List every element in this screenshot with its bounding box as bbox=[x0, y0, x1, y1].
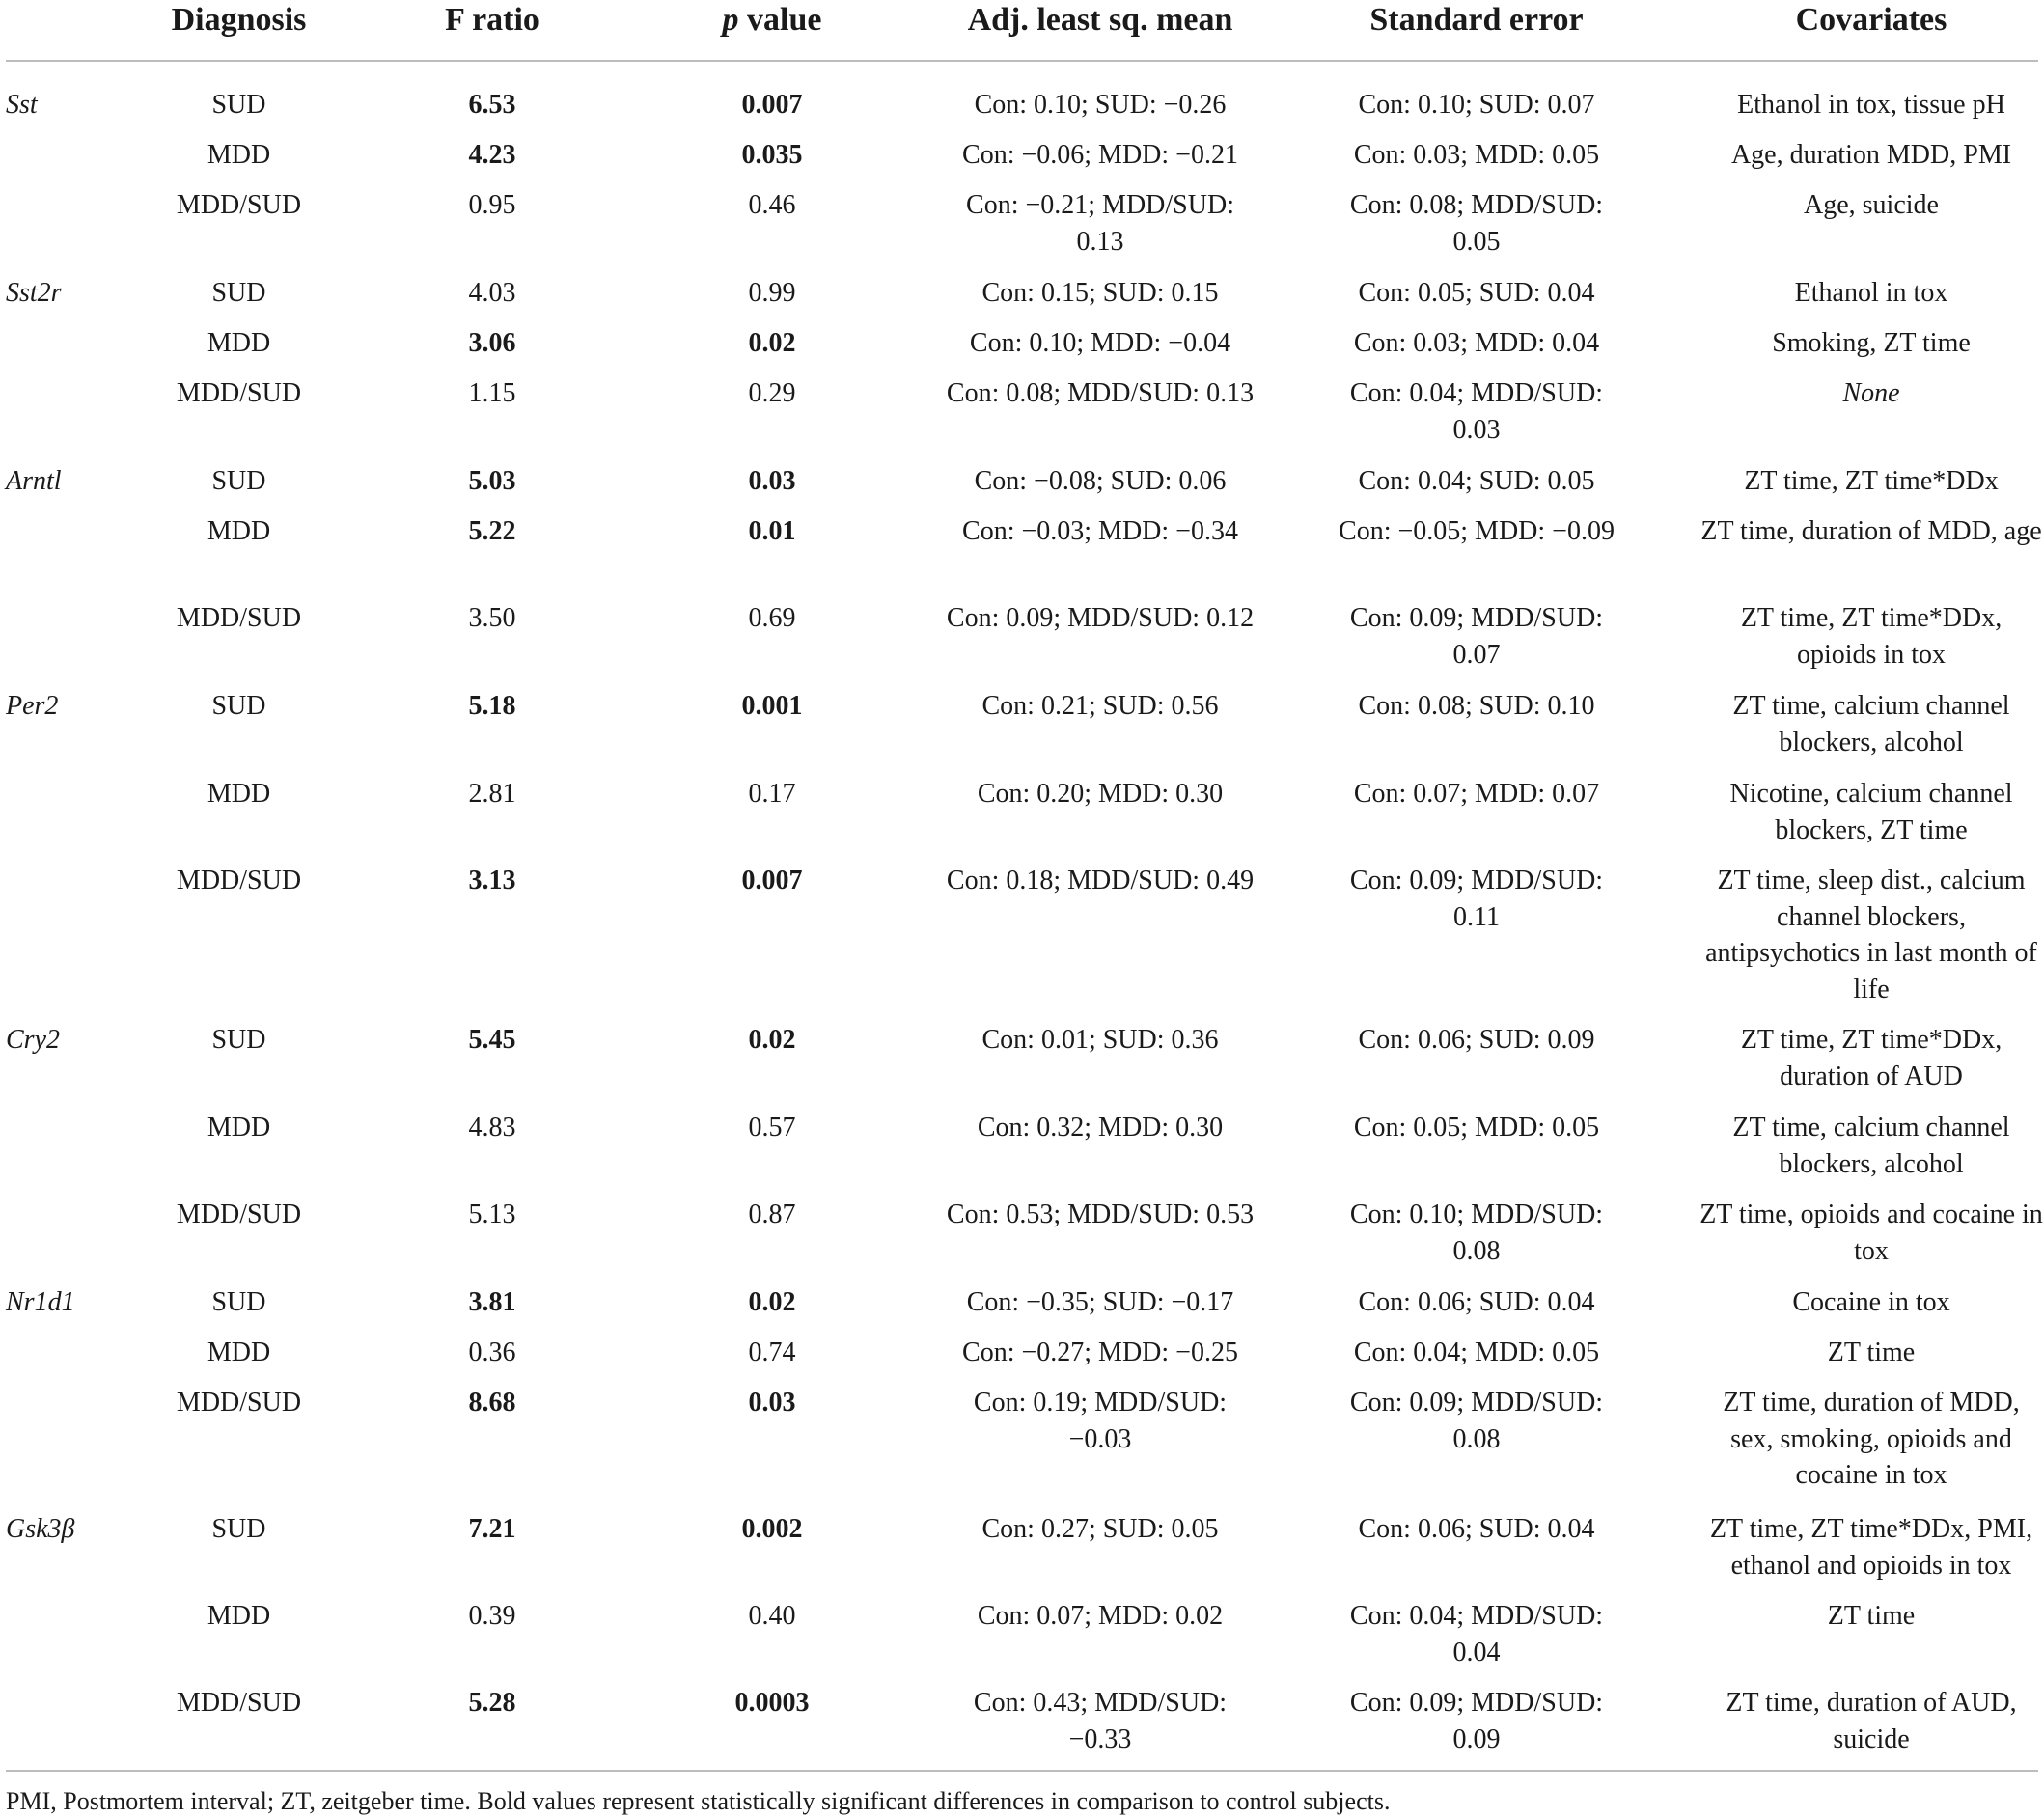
header-standard-error: Standard error bbox=[1369, 2, 1584, 38]
covariates-cell: Cocaine in tox bbox=[1792, 1287, 1950, 1317]
p-value-cell: 0.03 bbox=[748, 466, 796, 496]
table-header bbox=[0, 0, 2044, 62]
covariates-cell: ZT time, calcium channel blockers, alcohol bbox=[1732, 1113, 2010, 1179]
header-rule bbox=[6, 60, 2038, 62]
adj-mean-cell: Con: 0.10; SUD: −0.26 bbox=[974, 90, 1227, 120]
f-ratio-cell: 5.22 bbox=[468, 516, 516, 546]
header-p-value bbox=[695, 2, 849, 39]
covariates-cell: Age, suicide bbox=[1804, 190, 1939, 220]
covariates-cell: ZT time, sleep dist., calcium channel blockers, antipsychotics in last month of life bbox=[1705, 866, 2037, 1005]
standard-error-cell: Con: 0.09; MDD/SUD: 0.07 bbox=[1349, 603, 1604, 670]
adj-mean-cell: Con: 0.32; MDD: 0.30 bbox=[977, 1113, 1224, 1143]
f-ratio-cell: 8.68 bbox=[468, 1388, 516, 1418]
diagnosis-cell: MDD bbox=[207, 1337, 271, 1367]
covariates-cell: ZT time, duration of MDD, age bbox=[1700, 516, 2042, 546]
f-ratio-cell: 4.03 bbox=[468, 278, 516, 308]
gene-cell: Cry2 bbox=[6, 1025, 60, 1055]
f-ratio-cell: 3.50 bbox=[468, 603, 516, 633]
covariates-cell: Ethanol in tox bbox=[1794, 278, 1948, 308]
covariates-cell: ZT time, ZT time*DDx bbox=[1744, 466, 1999, 496]
diagnosis-cell: MDD/SUD bbox=[176, 1388, 302, 1418]
standard-error-cell: Con: 0.05; SUD: 0.04 bbox=[1358, 278, 1595, 308]
f-ratio-cell: 0.36 bbox=[468, 1337, 516, 1367]
adj-mean-cell: Con: 0.08; MDD/SUD: 0.13 bbox=[946, 378, 1255, 408]
adj-mean-cell: Con: 0.21; SUD: 0.56 bbox=[981, 691, 1219, 721]
header-diagnosis: Diagnosis bbox=[171, 2, 307, 38]
adj-mean-cell: Con: 0.01; SUD: 0.36 bbox=[981, 1025, 1219, 1055]
f-ratio-cell: 3.06 bbox=[468, 328, 516, 358]
f-ratio-cell: 0.39 bbox=[468, 1601, 516, 1631]
diagnosis-cell: MDD/SUD bbox=[176, 1199, 302, 1229]
standard-error-cell: Con: 0.05; MDD: 0.05 bbox=[1353, 1113, 1600, 1143]
standard-error-cell: Con: 0.10; SUD: 0.07 bbox=[1358, 90, 1595, 120]
gene-cell: Gsk3β bbox=[6, 1514, 75, 1544]
covariates-cell: None bbox=[1842, 378, 1900, 408]
covariates-cell: ZT time bbox=[1827, 1337, 1916, 1367]
standard-error-cell: Con: 0.04; MDD: 0.05 bbox=[1353, 1337, 1600, 1367]
gene-cell: Sst bbox=[6, 90, 38, 120]
p-value-cell: 0.87 bbox=[748, 1199, 796, 1229]
diagnosis-cell: SUD bbox=[211, 1287, 266, 1317]
p-value-cell: 0.0003 bbox=[734, 1688, 810, 1718]
f-ratio-cell: 7.21 bbox=[468, 1514, 516, 1544]
header-covariates: Covariates bbox=[1795, 2, 1947, 38]
p-value-cell: 0.007 bbox=[741, 866, 803, 896]
adj-mean-cell: Con: 0.19; MDD/SUD: −0.03 bbox=[973, 1388, 1228, 1454]
diagnosis-cell: SUD bbox=[211, 1514, 266, 1544]
standard-error-cell: Con: 0.08; SUD: 0.10 bbox=[1358, 691, 1595, 721]
standard-error-cell: Con: 0.07; MDD: 0.07 bbox=[1353, 779, 1600, 809]
diagnosis-cell: MDD bbox=[207, 1113, 271, 1143]
header-p-letter: p bbox=[722, 2, 739, 38]
p-value-cell: 0.02 bbox=[748, 1025, 796, 1055]
standard-error-cell: Con: 0.08; MDD/SUD: 0.05 bbox=[1349, 190, 1604, 257]
diagnosis-cell: MDD/SUD bbox=[176, 378, 302, 408]
standard-error-cell: Con: 0.09; MDD/SUD: 0.11 bbox=[1349, 866, 1604, 932]
diagnosis-cell: SUD bbox=[211, 278, 266, 308]
p-value-cell: 0.46 bbox=[748, 190, 796, 220]
p-value-cell: 0.03 bbox=[748, 1388, 796, 1418]
diagnosis-cell: SUD bbox=[211, 1025, 266, 1055]
diagnosis-cell: MDD bbox=[207, 140, 271, 170]
adj-mean-cell: Con: 0.15; SUD: 0.15 bbox=[981, 278, 1219, 308]
p-value-cell: 0.17 bbox=[748, 779, 796, 809]
adj-mean-cell: Con: 0.07; MDD: 0.02 bbox=[977, 1601, 1224, 1631]
standard-error-cell: Con: 0.06; SUD: 0.09 bbox=[1358, 1025, 1595, 1055]
diagnosis-cell: SUD bbox=[211, 90, 266, 120]
adj-mean-cell: Con: −0.35; SUD: −0.17 bbox=[966, 1287, 1234, 1317]
covariates-cell: Nicotine, calcium channel blockers, ZT time bbox=[1729, 779, 2013, 845]
diagnosis-cell: MDD bbox=[207, 779, 271, 809]
p-value-cell: 0.74 bbox=[748, 1337, 796, 1367]
adj-mean-cell: Con: 0.27; SUD: 0.05 bbox=[981, 1514, 1219, 1544]
adj-mean-cell: Con: −0.08; SUD: 0.06 bbox=[974, 466, 1227, 496]
p-value-cell: 0.01 bbox=[748, 516, 796, 546]
adj-mean-cell: Con: 0.20; MDD: 0.30 bbox=[977, 779, 1224, 809]
covariates-cell: ZT time, opioids and cocaine in tox bbox=[1699, 1199, 2043, 1266]
adj-mean-cell: Con: 0.18; MDD/SUD: 0.49 bbox=[946, 866, 1255, 896]
adj-mean-cell: Con: 0.43; MDD/SUD: −0.33 bbox=[973, 1688, 1228, 1754]
standard-error-cell: Con: 0.04; MDD/SUD: 0.03 bbox=[1349, 378, 1604, 445]
p-value-cell: 0.02 bbox=[748, 1287, 796, 1317]
standard-error-cell: Con: 0.03; MDD: 0.05 bbox=[1353, 140, 1600, 170]
standard-error-cell: Con: 0.04; MDD/SUD: 0.04 bbox=[1349, 1601, 1604, 1667]
gene-cell: Sst2r bbox=[6, 278, 62, 308]
header-adj-mean: Adj. least sq. mean bbox=[967, 2, 1233, 38]
adj-mean-cell: Con: 0.53; MDD/SUD: 0.53 bbox=[946, 1199, 1255, 1229]
f-ratio-cell: 2.81 bbox=[468, 779, 516, 809]
gene-cell: Nr1d1 bbox=[6, 1287, 75, 1317]
standard-error-cell: Con: 0.04; SUD: 0.05 bbox=[1358, 466, 1595, 496]
standard-error-cell: Con: 0.10; MDD/SUD: 0.08 bbox=[1349, 1199, 1604, 1266]
gene-cell: Arntl bbox=[6, 466, 62, 496]
p-value-cell: 0.57 bbox=[748, 1113, 796, 1143]
f-ratio-cell: 5.18 bbox=[468, 691, 516, 721]
f-ratio-cell: 4.83 bbox=[468, 1113, 516, 1143]
adj-mean-cell: Con: −0.06; MDD: −0.21 bbox=[962, 140, 1238, 170]
diagnosis-cell: MDD/SUD bbox=[176, 190, 302, 220]
f-ratio-cell: 1.15 bbox=[468, 378, 516, 408]
f-ratio-cell: 5.45 bbox=[468, 1025, 516, 1055]
diagnosis-cell: MDD/SUD bbox=[176, 1688, 302, 1718]
covariates-cell: ZT time, calcium channel blockers, alcohol bbox=[1732, 691, 2010, 758]
adj-mean-cell: Con: −0.27; MDD: −0.25 bbox=[962, 1337, 1238, 1367]
standard-error-cell: Con: 0.03; MDD: 0.04 bbox=[1353, 328, 1600, 358]
covariates-cell: ZT time, ZT time*DDx, PMI, ethanol and opioids in tox bbox=[1709, 1514, 2033, 1581]
adj-mean-cell: Con: −0.03; MDD: −0.34 bbox=[962, 516, 1238, 546]
standard-error-cell: Con: 0.06; SUD: 0.04 bbox=[1358, 1287, 1595, 1317]
f-ratio-cell: 6.53 bbox=[468, 90, 516, 120]
f-ratio-cell: 3.13 bbox=[468, 866, 516, 896]
standard-error-cell: Con: 0.09; MDD/SUD: 0.08 bbox=[1349, 1388, 1604, 1454]
covariates-cell: ZT time, duration of MDD, sex, smoking, opioids and cocaine in tox bbox=[1723, 1388, 2020, 1490]
diagnosis-cell: MDD bbox=[207, 516, 271, 546]
covariates-cell: Smoking, ZT time bbox=[1772, 328, 1971, 358]
footer-rule bbox=[6, 1770, 2038, 1772]
covariates-cell: ZT time, duration of AUD, suicide bbox=[1726, 1688, 2017, 1754]
standard-error-cell: Con: 0.06; SUD: 0.04 bbox=[1358, 1514, 1595, 1544]
f-ratio-cell: 3.81 bbox=[468, 1287, 516, 1317]
diagnosis-cell: SUD bbox=[211, 691, 266, 721]
adj-mean-cell: Con: 0.09; MDD/SUD: 0.12 bbox=[946, 603, 1255, 633]
header-f-ratio: F ratio bbox=[445, 2, 539, 38]
p-value-cell: 0.002 bbox=[741, 1514, 803, 1544]
diagnosis-cell: MDD bbox=[207, 1601, 271, 1631]
p-value-cell: 0.29 bbox=[748, 378, 796, 408]
footnote: PMI, Postmortem interval; ZT, zeitgeber time. Bold values represent statistically significant differences in comparison to control subjects. bbox=[6, 1787, 1391, 1815]
header-p-suffix: value bbox=[738, 2, 822, 38]
diagnosis-cell: SUD bbox=[211, 466, 266, 496]
p-value-cell: 0.99 bbox=[748, 278, 796, 308]
p-value-cell: 0.02 bbox=[748, 328, 796, 358]
f-ratio-cell: 0.95 bbox=[468, 190, 516, 220]
diagnosis-cell: MDD/SUD bbox=[176, 866, 302, 896]
p-value-cell: 0.69 bbox=[748, 603, 796, 633]
covariates-cell: Age, duration MDD, PMI bbox=[1730, 140, 2012, 170]
p-value-cell: 0.007 bbox=[741, 90, 803, 120]
f-ratio-cell: 5.28 bbox=[468, 1688, 516, 1718]
diagnosis-cell: MDD bbox=[207, 328, 271, 358]
standard-error-cell: Con: −0.05; MDD: −0.09 bbox=[1339, 516, 1615, 546]
diagnosis-cell: MDD/SUD bbox=[176, 603, 302, 633]
f-ratio-cell: 5.13 bbox=[468, 1199, 516, 1229]
covariates-cell: ZT time, ZT time*DDx, duration of AUD bbox=[1740, 1025, 2003, 1091]
standard-error-cell: Con: 0.09; MDD/SUD: 0.09 bbox=[1349, 1688, 1604, 1754]
p-value-cell: 0.001 bbox=[741, 691, 803, 721]
covariates-cell: Ethanol in tox, tissue pH bbox=[1737, 90, 2005, 120]
adj-mean-cell: Con: −0.21; MDD/SUD: 0.13 bbox=[966, 190, 1234, 257]
adj-mean-cell: Con: 0.10; MDD: −0.04 bbox=[969, 328, 1231, 358]
f-ratio-cell: 4.23 bbox=[468, 140, 516, 170]
covariates-cell: ZT time bbox=[1827, 1601, 1916, 1631]
p-value-cell: 0.035 bbox=[741, 140, 803, 170]
covariates-cell: ZT time, ZT time*DDx, opioids in tox bbox=[1740, 603, 2003, 670]
gene-cell: Per2 bbox=[6, 691, 59, 721]
f-ratio-cell: 5.03 bbox=[468, 466, 516, 496]
p-value-cell: 0.40 bbox=[748, 1601, 796, 1631]
